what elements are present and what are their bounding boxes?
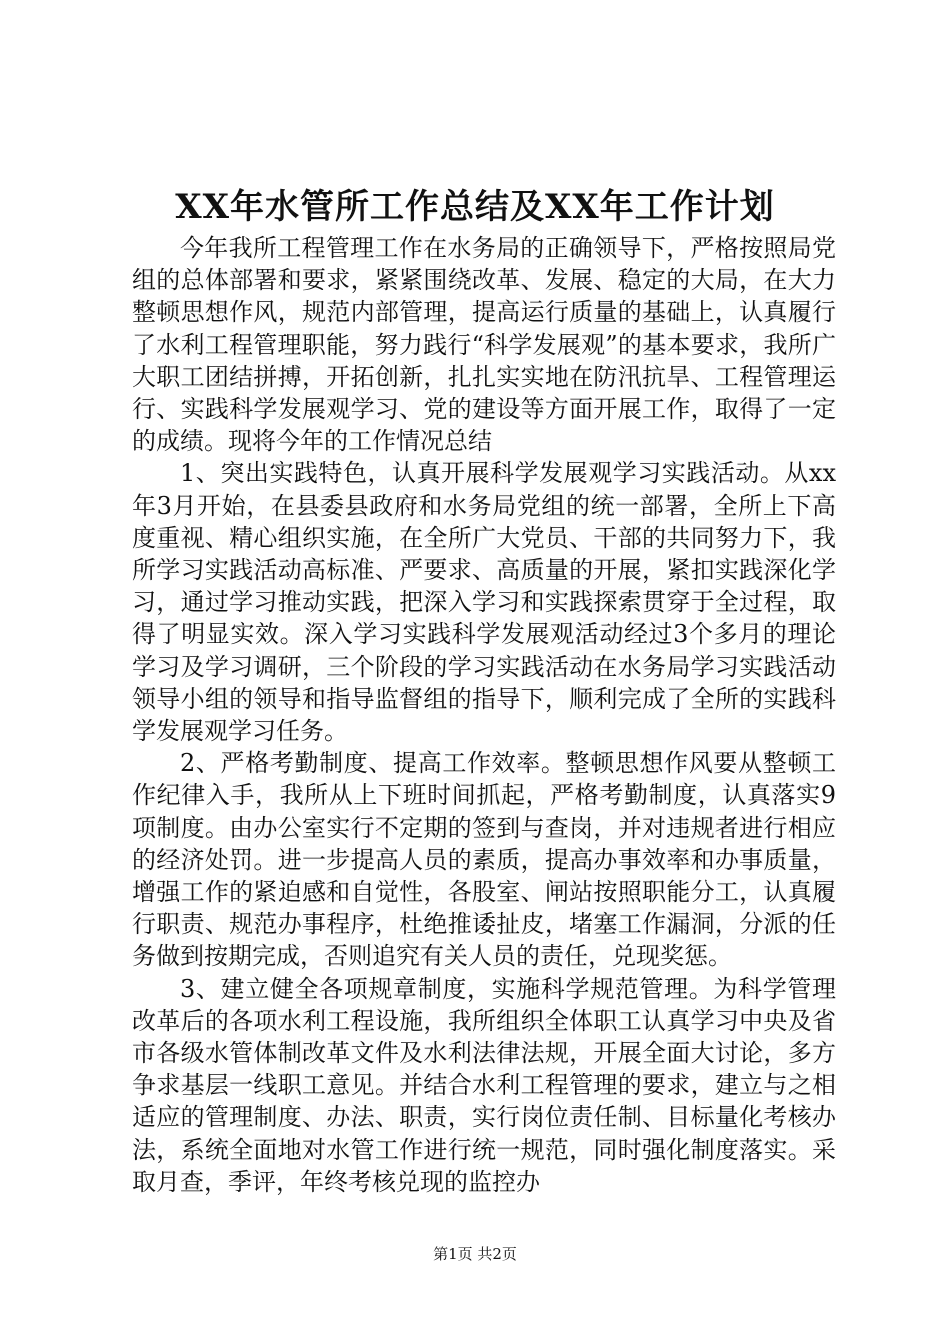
paragraph-item-1: 1、突出实践特色，认真开展科学发展观学习实践活动。从xx年3月开始，在县委县政府和水务局党组的统一部署，全所上下高度重视、精心组织实施，在全所广大党员、干部的共同努力下，我所学习实践活动高标准、严要求、高质量的开展，紧扣实践深化学习，通过学习推动实践，把深入学习和实践探索贯穿于全过程，取得了明显实效。深入学习实践科学发展观活动经过3个多月的理论学习及学习调研，三个阶段的学习实践活动在水务局学习实践活动领导小组的领导和指导监督组的指导下，顺利完成了全所的实践科学发展观学习任务。 (132, 459, 836, 746)
paragraph-intro: 今年我所工程管理工作在水务局的正确领导下，严格按照局党组的总体部署和要求，紧紧围绕改革、发展、稳定的大局，在大力整顿思想作风，规范内部管理，提高运行质量的基础上，认真履行了水利工程管理职能，努力践行“科学发展观”的基本要求，我所广大职工团结拼搏，开拓创新，扎扎实实地在防汛抗旱、工程管理运行、实践科学发展观学习、党的建设等方面开展工作，取得了一定的成绩。现将今年的工作情况总结 (132, 234, 836, 456)
paragraph-item-2: 2、严格考勤制度、提高工作效率。整顿思想作风要从整顿工作纪律入手，我所从上下班时间抓起，严格考勤制度，认真落实9项制度。由办公室实行不定期的签到与查岗，并对违规者进行相应的经济处罚。进一步提高人员的素质，提高办事效率和办事质量，增强工作的紧迫感和自觉性，各股室、闸站按照职能分工，认真履行职责、规范办事程序，杜绝推诿扯皮，堵塞工作漏洞，分派的任务做到按期完成，否则追究有关人员的责任，兑现奖惩。 (132, 749, 836, 971)
page-number-footer: 第1页 共2页 (433, 1245, 517, 1263)
document-body (132, 232, 836, 1198)
document-title: XX年水管所工作总结及XX年工作计划 (175, 187, 775, 227)
paragraph-item-3: 3、建立健全各项规章制度，实施科学规范管理。为科学管理改革后的各项水利工程设施，我所组织全体职工认真学习中央及省市各级水管体制改革文件及水利法律法规，开展全面大讨论，多方争求基层一线职工意见。并结合水利工程管理的要求，建立与之相适应的管理制度、办法、职责，实行岗位责任制、目标量化考核办法，系统全面地对水管工作进行统一规范，同时强化制度落实。采取月查，季评，年终考核兑现的监控办 (132, 974, 836, 1196)
